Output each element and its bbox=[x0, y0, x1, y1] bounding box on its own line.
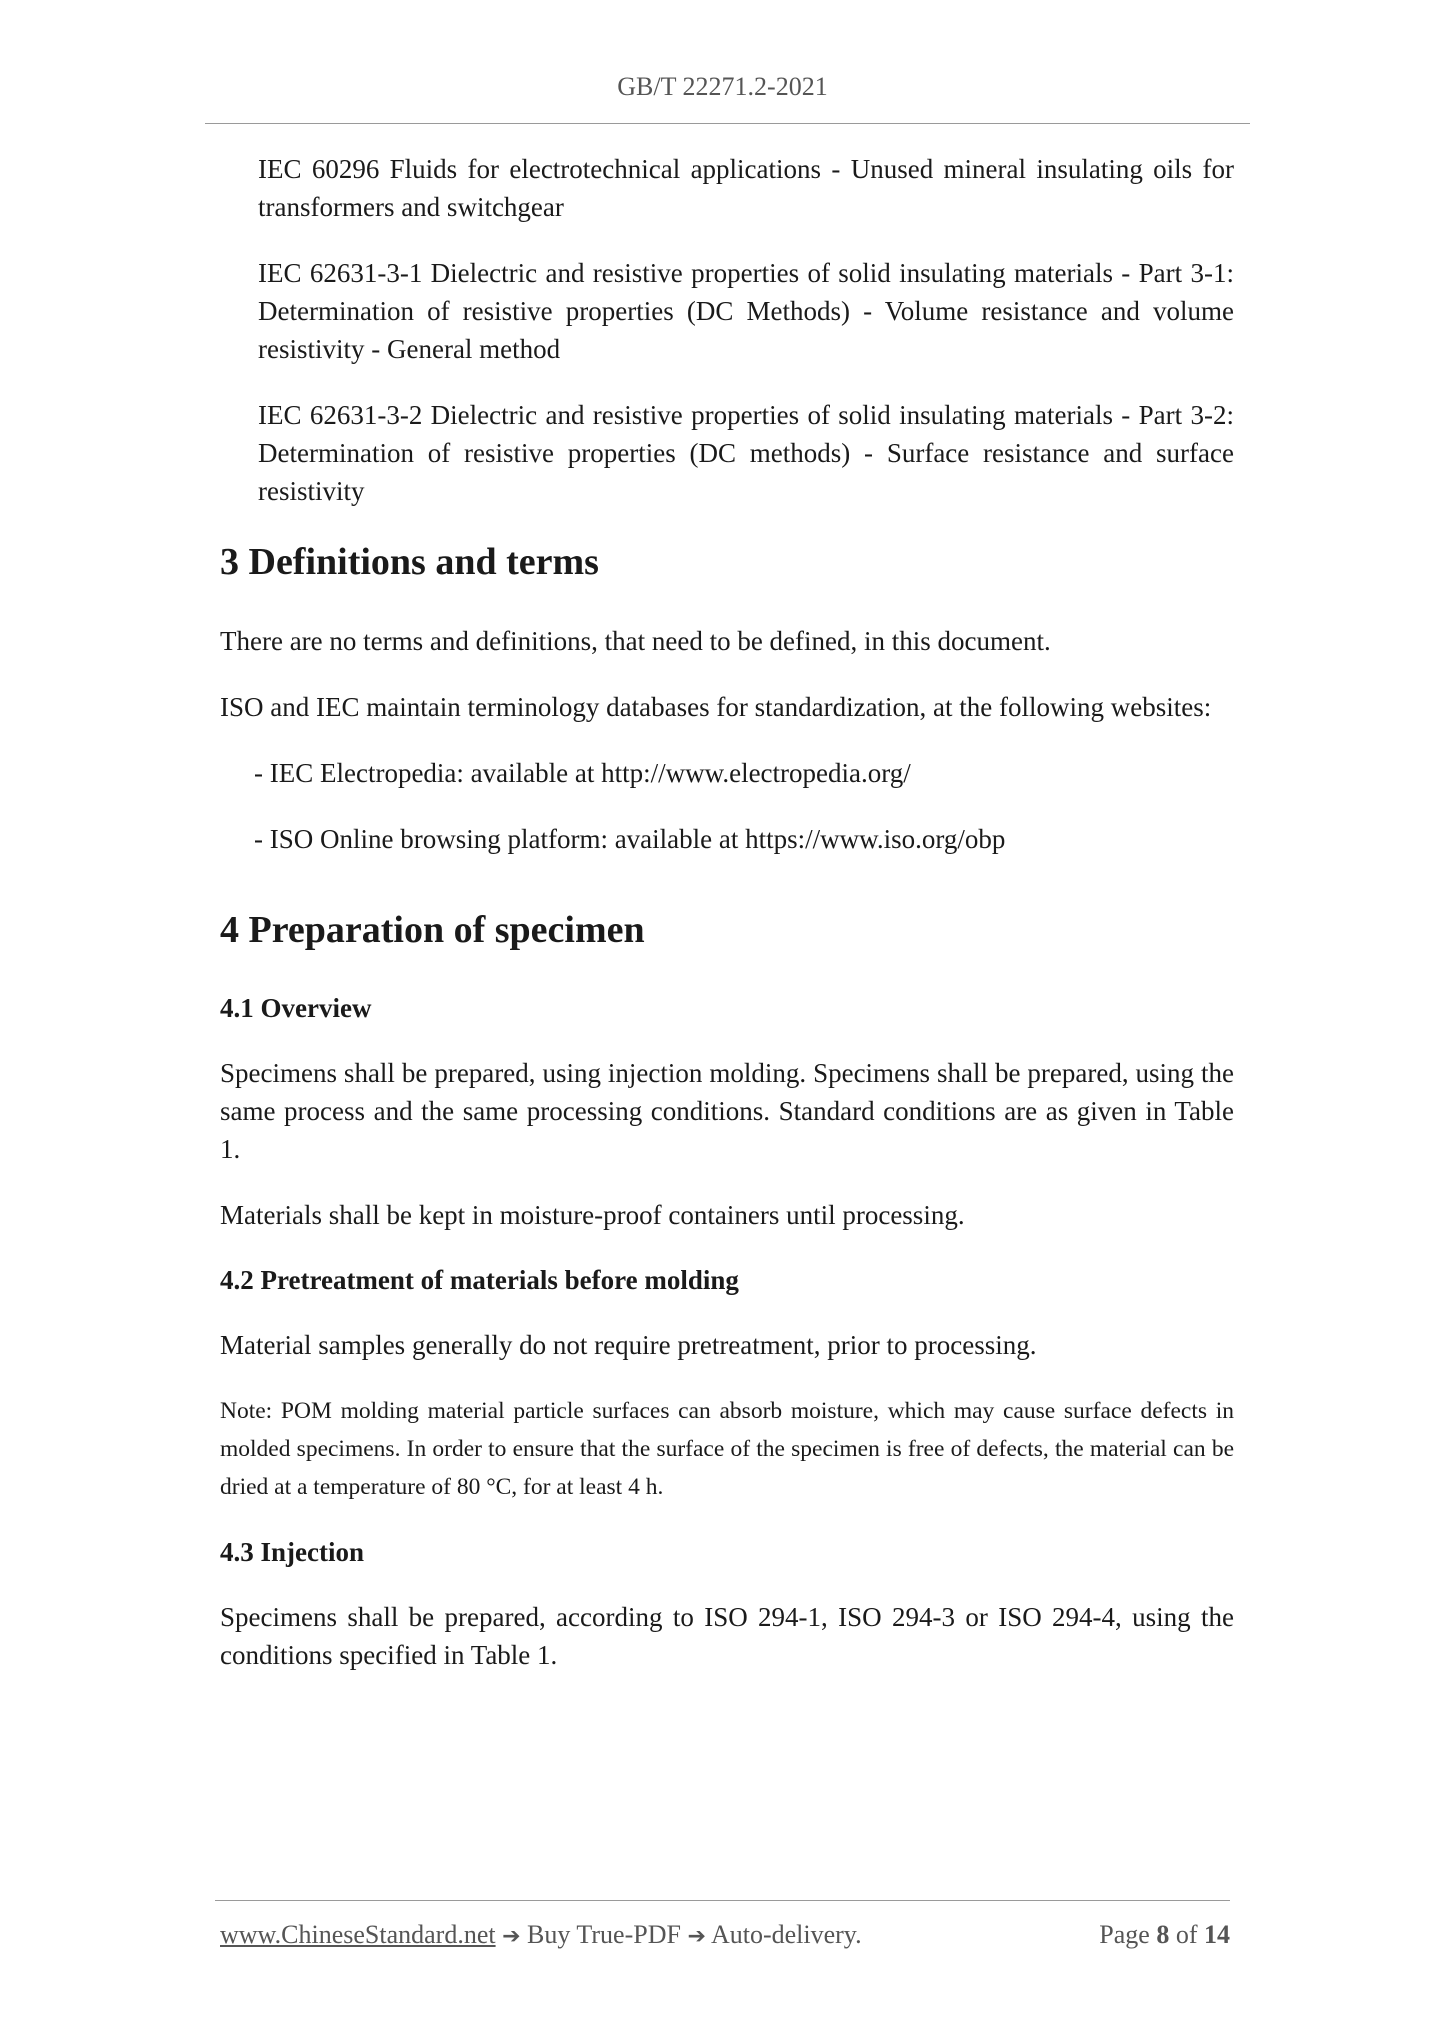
section-4 bbox=[220, 908, 1234, 1674]
subsection-4-3-heading: 4.3 Injection bbox=[220, 1537, 364, 1567]
page-total: 14 bbox=[1204, 1920, 1230, 1949]
bullet-item-electropedia: - IEC Electropedia: available at http://www.electropedia.org/ bbox=[254, 758, 911, 788]
footer-divider bbox=[215, 1900, 1230, 1901]
of-label: of bbox=[1175, 1920, 1198, 1949]
section-4-heading: 4 Preparation of specimen bbox=[220, 909, 645, 951]
bullet-item-iso-obp: - ISO Online browsing platform: available at https://www.iso.org/obp bbox=[254, 824, 1006, 854]
section-3-heading: 3 Definitions and terms bbox=[220, 541, 599, 583]
subsection-4-2-note: Note: POM molding material particle surfaces can absorb moisture, which may cause surface defects in molded specimens. In order to ensure that the surface of the specimen is free of defects, the material can be dried at a temperature of 80 °C, for at least 4 h. bbox=[220, 1398, 1234, 1500]
subsection-4-1-paragraph: Specimens shall be prepared, using injection molding. Specimens shall be prepared, using the same process and the same processing conditions. Standard conditions are as given in Table 1. bbox=[220, 1058, 1234, 1164]
section-3-paragraph: There are no terms and definitions, that need to be defined, in this document. bbox=[220, 626, 1051, 656]
document-id: GB/T 22271.2-2021 bbox=[617, 72, 828, 101]
footer-promo bbox=[220, 1920, 862, 1950]
reference-item: IEC 60296 Fluids for electrotechnical applications - Unused mineral insulating oils for transformers and switchgear bbox=[258, 154, 1234, 222]
page-current: 8 bbox=[1156, 1920, 1170, 1949]
website-link[interactable]: www.ChineseStandard.net bbox=[220, 1920, 496, 1949]
normative-references-list bbox=[220, 150, 1234, 510]
header-divider bbox=[205, 123, 1250, 124]
auto-delivery-text: Auto-delivery. bbox=[705, 1920, 862, 1949]
buy-true-pdf-text: Buy True-PDF bbox=[520, 1920, 688, 1949]
subsection-4-3-paragraph: Specimens shall be prepared, according to ISO 294-1, ISO 294-3 or ISO 294-4, using the conditions specified in Table 1. bbox=[220, 1602, 1234, 1670]
page-header bbox=[0, 72, 1445, 102]
reference-item: IEC 62631-3-1 Dielectric and resistive properties of solid insulating materials - Part 3-1: Determination of resistive properties (DC Methods) - Volume resistance and volume resistivity - General method bbox=[258, 258, 1234, 364]
arrow-right-icon: ➔ bbox=[687, 1924, 706, 1949]
subsection-4-2-paragraph: Material samples generally do not require pretreatment, prior to processing. bbox=[220, 1330, 1037, 1360]
page-content bbox=[220, 150, 1234, 1702]
reference-item: IEC 62631-3-2 Dielectric and resistive properties of solid insulating materials - Part 3-2: Determination of resistive properties (DC methods) - Surface resistance and surface resistivity bbox=[258, 400, 1234, 506]
page-label: Page bbox=[1099, 1920, 1150, 1949]
subsection-4-2-heading: 4.2 Pretreatment of materials before molding bbox=[220, 1265, 739, 1295]
subsection-4-1-heading: 4.1 Overview bbox=[220, 993, 372, 1023]
subsection-4-1-paragraph: Materials shall be kept in moisture-proof containers until processing. bbox=[220, 1200, 965, 1230]
section-3 bbox=[220, 540, 1234, 858]
page-indicator bbox=[1099, 1920, 1230, 1950]
arrow-right-icon: ➔ bbox=[502, 1924, 521, 1949]
section-3-paragraph: ISO and IEC maintain terminology databases for standardization, at the following websites: bbox=[220, 692, 1212, 722]
